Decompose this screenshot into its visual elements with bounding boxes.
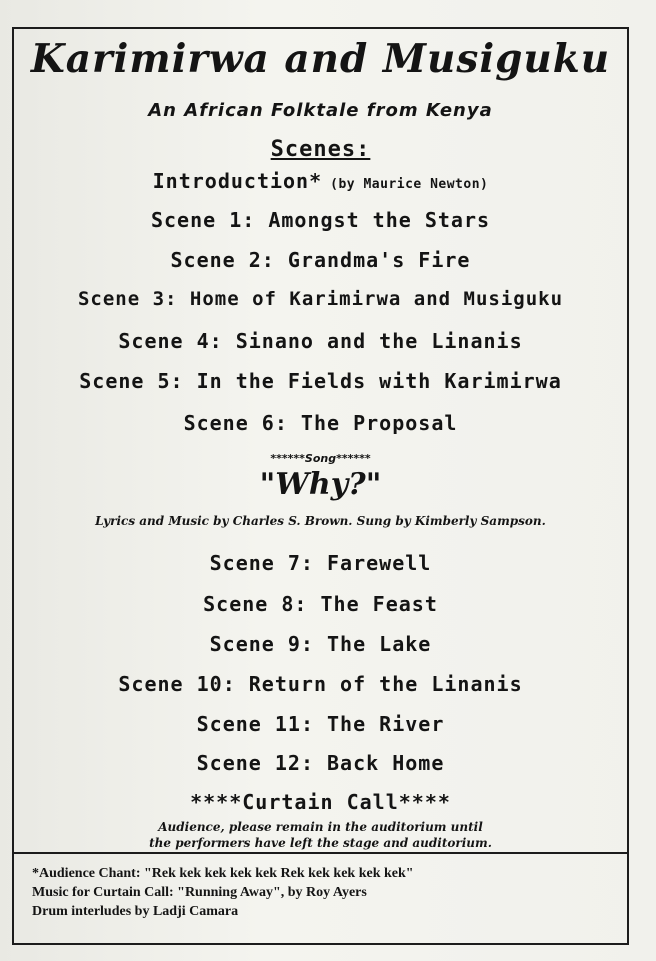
song-title: "Why?" xyxy=(259,467,382,502)
scene-6: Scene 6: The Proposal xyxy=(183,411,458,435)
program-subtitle: An African Folktale from Kenya xyxy=(148,100,493,121)
introduction-label: Introduction* xyxy=(152,169,323,193)
scene-1: Scene 1: Amongst the Stars xyxy=(150,208,491,232)
song-tag: ******Song****** xyxy=(270,452,371,465)
scene-10: Scene 10: Return of the Linanis xyxy=(118,672,523,696)
introduction-line xyxy=(14,169,627,193)
scene-7: Scene 7: Farewell xyxy=(209,551,432,575)
footnote-drum-interludes: Drum interludes by Ladji Camara xyxy=(32,904,239,919)
scene-8: Scene 8: The Feast xyxy=(203,592,438,616)
scene-4: Scene 4: Sinano and the Linanis xyxy=(118,329,523,353)
footnotes xyxy=(32,864,612,921)
footnote-divider xyxy=(14,852,627,854)
program-title: Karimirwa and Musiguku xyxy=(30,36,611,82)
scenes-heading: Scenes: xyxy=(270,137,371,162)
curtain-call: ****Curtain Call**** xyxy=(190,790,451,814)
scene-3: Scene 3: Home of Karimirwa and Musiguku xyxy=(77,288,564,310)
scene-9: Scene 9: The Lake xyxy=(209,632,432,656)
song-credit: Lyrics and Music by Charles S. Brown. Sung by Kimberly Sampson. xyxy=(95,514,546,528)
audience-note-line-1: Audience, please remain in the auditorium until xyxy=(158,820,483,834)
audience-note-line-2: the performers have left the stage and auditorium. xyxy=(149,836,492,850)
footnote-curtain-music: Music for Curtain Call: "Running Away", by Roy Ayers xyxy=(32,885,367,900)
scene-5: Scene 5: In the Fields with Karimirwa xyxy=(79,369,562,393)
scene-11: Scene 11: The River xyxy=(196,712,445,736)
footnote-audience-chant: *Audience Chant: "Rek kek kek kek kek Rek kek kek kek kek" xyxy=(32,866,414,881)
scene-12: Scene 12: Back Home xyxy=(196,751,445,775)
introduction-byline: (by Maurice Newton) xyxy=(330,177,489,192)
scene-2: Scene 2: Grandma's Fire xyxy=(170,248,471,272)
